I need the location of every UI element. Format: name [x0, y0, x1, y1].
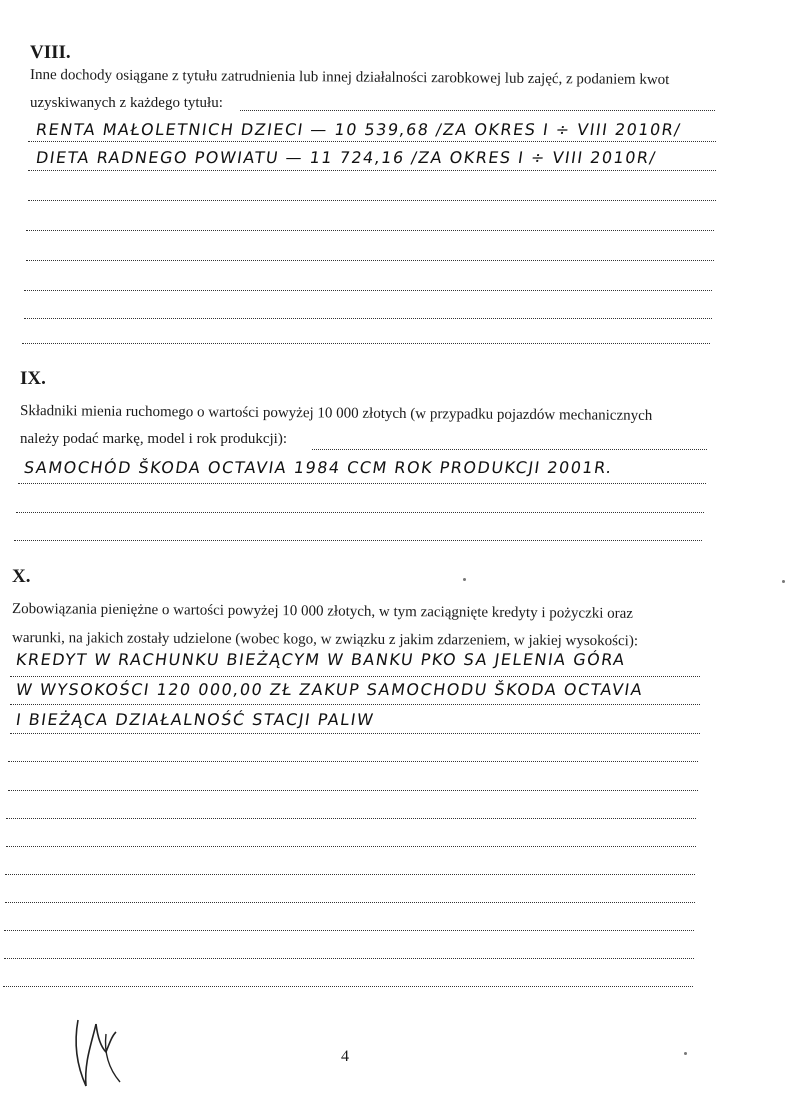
page-number: 4	[341, 1048, 349, 1065]
dotted-line	[312, 449, 707, 450]
dotted-line	[3, 986, 693, 987]
dotted-line	[22, 343, 710, 344]
signature-initials	[62, 1012, 132, 1092]
dotted-line	[5, 902, 695, 903]
scan-speck	[782, 580, 785, 583]
section-ix-text-line1: Składniki mienia ruchomego o wartości powyżej 10 000 złotych (w przypadku pojazdów mechanicznych	[19, 403, 653, 424]
dotted-line	[6, 818, 696, 819]
section-viii-heading: VIII.	[30, 42, 71, 63]
dotted-line	[24, 290, 712, 291]
section-x-text-line1: Zobowiązania pieniężne o wartości powyżej 10 000 złotych, w tym zaciągnięte kredyty i pożyczki oraz	[11, 601, 634, 622]
dotted-line	[24, 318, 712, 319]
section-x-entry-1: KREDYT W RACHUNKU BIEŻĄCYM W BANKU PKO SA JELENIA GÓRA	[14, 650, 627, 669]
dotted-line	[28, 170, 716, 171]
dotted-line	[10, 704, 700, 705]
dotted-line	[4, 930, 694, 931]
section-viii-entry-2: DIETA RADNEGO POWIATU — 11 724,16 /ZA OKRES I ÷ VIII 2010R/	[34, 148, 658, 167]
scan-speck	[463, 578, 466, 581]
dotted-line	[6, 846, 696, 847]
dotted-line	[8, 790, 698, 791]
section-viii-entry-1: RENTA MAŁOLETNICH DZIECI — 10 539,68 /ZA OKRES I ÷ VIII 2010R/	[34, 120, 683, 139]
dotted-line	[28, 141, 716, 142]
scan-speck	[684, 1052, 687, 1055]
section-ix-heading: IX.	[20, 368, 46, 389]
dotted-line	[28, 200, 716, 201]
section-ix-text-line2: należy podać markę, model i rok produkcji):	[20, 431, 287, 447]
dotted-line	[10, 733, 700, 734]
dotted-line	[4, 958, 694, 959]
dotted-line	[240, 110, 715, 111]
section-x-text-line2: warunki, na jakich zostały udzielone (wobec kogo, w związku z jakim zdarzeniem, w jakiej wysokości):	[11, 630, 639, 650]
dotted-line	[14, 540, 702, 541]
section-x-heading: X.	[12, 566, 31, 587]
dotted-line	[18, 483, 706, 484]
section-ix-entry-1: SAMOCHÓD ŠKODA OCTAVIA 1984 CCM ROK PRODUKCJI 2001R.	[22, 458, 615, 477]
dotted-line	[26, 260, 714, 261]
section-viii-text-line1: Inne dochody osiągane z tytułu zatrudnienia lub innej działalności zarobkowej lub zajęć, z podaniem kwot	[29, 67, 670, 89]
dotted-line	[10, 676, 700, 677]
section-viii-text-line2: uzyskiwanych z każdego tytułu:	[30, 95, 223, 111]
section-x-entry-2: W WYSOKOŚCI 120 000,00 ZŁ ZAKUP SAMOCHODU ŠKODA OCTAVIA	[14, 680, 645, 699]
dotted-line	[26, 230, 714, 231]
section-x-entry-3: I BIEŻĄCA DZIAŁALNOŚĆ STACJI PALIW	[14, 710, 376, 729]
dotted-line	[5, 874, 695, 875]
dotted-line	[16, 512, 704, 513]
dotted-line	[8, 761, 698, 762]
